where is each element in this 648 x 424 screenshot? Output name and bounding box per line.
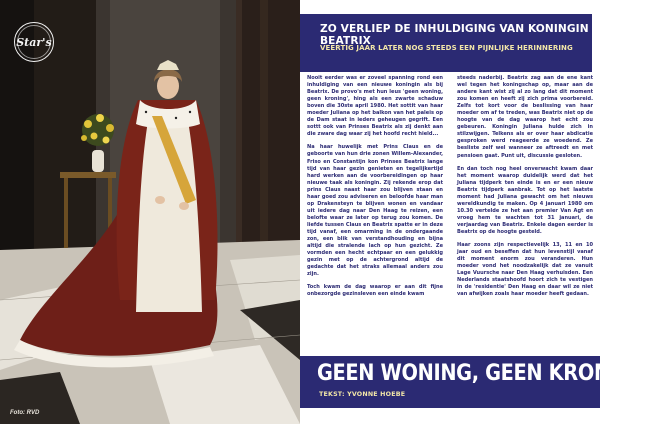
article-column-2 <box>457 75 593 304</box>
paragraph: En dan toch nog heel onverwacht kwam daar het moment waarop duidelijk werd dat het Juliana tijdperk ten einde is en er een nieuw Beatrix tijdperk aanbrak. Tot op het laatste moment had Juliana gewacht om het nieuws wereldkundig te maken. Op 4 januari 1980 om 10.30 vertelde ze het aan premier Van Agt en vroeg hem te wachten tot 31 januari, de verjaardag van Beatrix. Enkele dagen eerder is Beatrix op de hoogte gesteld. <box>457 165 593 235</box>
stars-logo <box>14 22 54 62</box>
headline: GEEN WONING, GEEN KRONING <box>317 361 648 386</box>
logo-text: Star's <box>16 35 52 49</box>
photo-credit: Foto: RVD <box>10 410 40 416</box>
paragraph: Na haar huwelijk met Prins Claus en de geboorte van hun drie zonen Willem-Alexander, Friso en Constantijn kon Prinses Beatrix lange tijd van haar gezin genieten en tegelijkertijd hard werken aan de voorbereidingen op haar nieuwe taak als koningin. Zij rekende erop dat prins Claus naast haar zou blijven staan en haar goed zou adviseren en beloofde haar man op Drakensteyn te blijven wonen en vandaar uit iedere dag naar Den Haag te reizen, een belofte waar ze later op terug zou komen. De liefde tussen Claus en Beatrix spatte er in deze tijd vanaf, een omarming in de ondergaande zon, een blik van verstandhouding en bijna altijd die stralende lach op hun gezicht. Ze vormden een hecht echtpaar en een gelukkig gezin met op de achtergrond altijd de gedachte dat het straks allemaal anders zou zijn. <box>307 144 443 278</box>
article-subtitle: VEERTIG JAAR LATER NOG STEEDS EEN PIJNLIJKE HERINNERING <box>320 44 573 52</box>
portrait-illustration <box>0 0 300 424</box>
paragraph: Haar zoons zijn respectievelijk 13, 11 en 10 jaar oud en beseffen dat hun levenstijl vanaf dit moment enorm zou veranderen. Hun moeder vond het noodzakelijk dat ze vanuit Lage Vuursche naar Den Haag verhuisden. Een Nederlands staatshoofd hoort zich te vestigen in de 'residentie' Den Haag en daar wil ze niet van afwijken zoals haar moeder heeft gedaan. <box>457 242 593 298</box>
portrait-photo <box>0 0 300 424</box>
article-page <box>300 0 648 424</box>
paragraph: steeds naderbij. Beatrix zag aan de ene kant wel tegen het koningschap op, maar aan de andere kant wist zij al zo lang dat dit moment zou komen en heeft zij zich prima voorbereid. Zelfs tot kort voor de beslissing van haar moeder om af te treden, was Beatrix niet op de hoogte van de dag waarop het echt zou gebeuren. Koningin Juliana hulde zich in stilzwijgen. Telkens als er over haar abdicatie gesproken werd reageerde ze woedend. Ze besliste zelf wel wanneer ze aftreedt en met pensioen gaat. Punt uit, discussie gesloten. <box>457 75 593 159</box>
byline: TEKST: YVONNE HOEBE <box>319 391 406 398</box>
paragraph: Toch kwam de dag waarop er aan dit fijne onbezorgde gezinsleven een einde kwam <box>307 284 443 298</box>
article-column-1 <box>307 75 443 304</box>
article-title: ZO VERLIEP DE INHULDIGING VAN KONINGIN BEATRIX <box>320 23 589 47</box>
paragraph: Nooit eerder was er zoveel spanning rond een inhuldiging van een nieuwe koningin als bij Beatrix. De provo's met hun leus 'geen woning, geen kroning', hing als een zwarte schaduw boven die 30ste april 1980. Het sottit van haar moeder Juliana op het balkon van het paleis op de Dam staat in ieders geheugen gegrift. Een sottt ook van Prinses Beatrix als zij denkt aan die zware dag waar zij het hoofd recht hield... <box>307 75 443 138</box>
